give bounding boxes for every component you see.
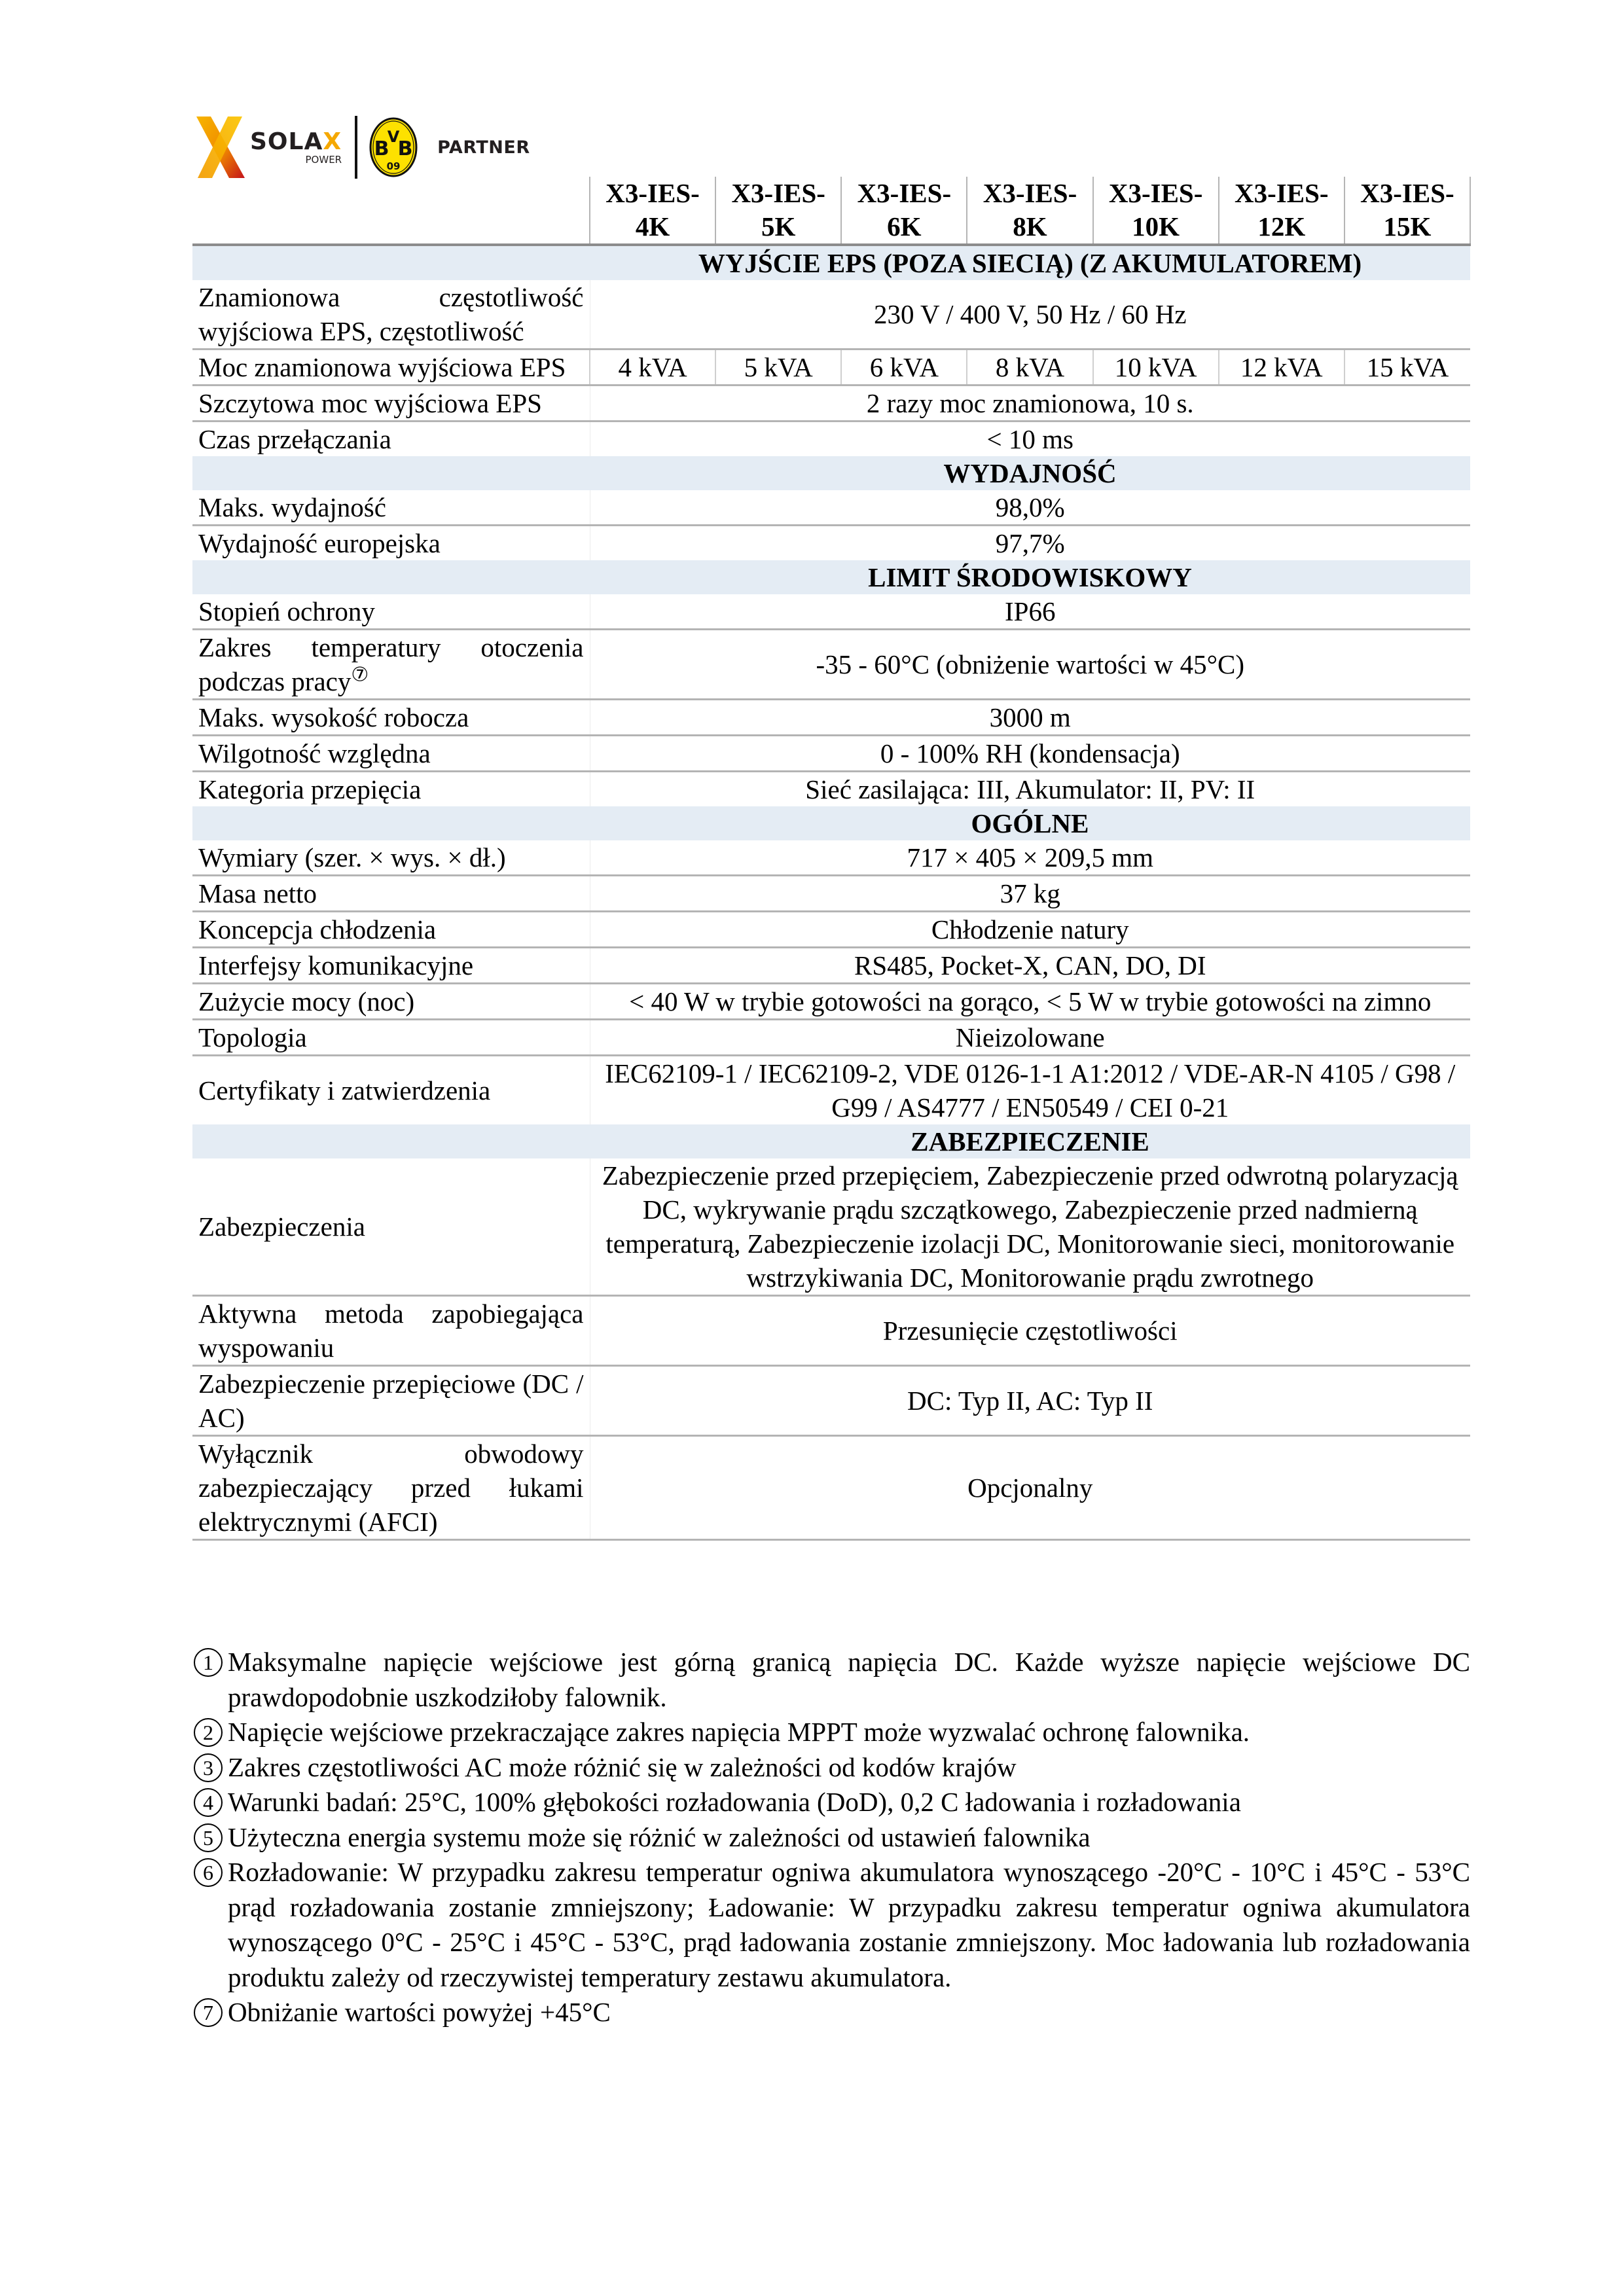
section-header-environment bbox=[192, 560, 1470, 594]
footnote-number-circle: 2 bbox=[194, 1718, 223, 1747]
header-empty-cell bbox=[192, 177, 590, 245]
footnote-number-circle: 7 bbox=[194, 1998, 223, 2027]
table-row bbox=[192, 948, 1470, 984]
footnote-text: Użyteczna energia systemu może się różnić w zależności od ustawień falownika bbox=[228, 1821, 1091, 1852]
section-header-protection bbox=[192, 1124, 1470, 1158]
row-label: Certyfikaty i zatwierdzenia bbox=[192, 1056, 590, 1125]
table-row bbox=[192, 876, 1470, 912]
row-label: Koncepcja chłodzenia bbox=[192, 912, 590, 948]
row-label: Maks. wysokość robocza bbox=[192, 700, 590, 736]
row-value: RS485, Pocket-X, CAN, DO, DI bbox=[590, 948, 1470, 984]
table-row bbox=[192, 772, 1470, 807]
row-value: Opcjonalny bbox=[590, 1436, 1470, 1540]
row-label: Kategoria przepięcia bbox=[192, 772, 590, 807]
row-label: Moc znamionowa wyjściowa EPS bbox=[192, 350, 590, 386]
model-header-row bbox=[192, 177, 1470, 245]
model-header: X3-IES- 8K bbox=[967, 177, 1092, 245]
table-row bbox=[192, 594, 1470, 630]
table-row bbox=[192, 386, 1470, 422]
footnote-item bbox=[194, 1855, 1470, 1995]
table-row bbox=[192, 280, 1470, 350]
bvb-badge-icon bbox=[369, 117, 418, 177]
table-row bbox=[192, 1436, 1470, 1540]
section-header-eps bbox=[192, 245, 1470, 280]
row-label: Topologia bbox=[192, 1020, 590, 1056]
row-value: 0 - 100% RH (kondensacja) bbox=[590, 736, 1470, 772]
footnote-item bbox=[194, 1715, 1470, 1750]
table-row bbox=[192, 984, 1470, 1020]
logo-divider bbox=[355, 116, 357, 179]
row-label: Wyłącznik obwodowy zabezpieczający przed łukami elektrycznymi (AFCI) bbox=[192, 1436, 590, 1540]
solax-wordmark bbox=[250, 130, 342, 154]
footnotes bbox=[194, 1645, 1470, 2030]
solax-logo bbox=[195, 115, 342, 179]
row-value: Nieizolowane bbox=[590, 1020, 1470, 1056]
row-value: < 10 ms bbox=[986, 424, 1074, 454]
table-row bbox=[192, 1020, 1470, 1056]
row-label bbox=[192, 630, 590, 700]
row-label: Zabezpieczenia bbox=[192, 1158, 590, 1296]
footnote-item bbox=[194, 1645, 1470, 1715]
row-value: IEC62109-1 / IEC62109-2, VDE 0126-1-1 A1:2012 / VDE-AR-N 4105 / G98 / G99 / AS4777 / EN50549 / CEI 0-21 bbox=[605, 1058, 1456, 1122]
bvb-year: 09 bbox=[386, 160, 401, 172]
row-value: Przesunięcie częstotliwości bbox=[590, 1296, 1470, 1366]
row-value: Sieć zasilająca: III, Akumulator: II, PV: II bbox=[805, 774, 1255, 804]
row-value: 6 kVA bbox=[841, 350, 967, 386]
section-header-efficiency bbox=[192, 456, 1470, 490]
row-label: Czas przełączania bbox=[192, 422, 590, 457]
table-row bbox=[192, 1296, 1470, 1366]
row-value: Zabezpieczenie przed przepięciem, Zabezpieczenie przed odwrotną polaryzacją DC, wykrywanie prądu szczątkowego, Zabezpieczenie przed nadmierną temperaturą, Zabezpieczenie izolacji DC, Monitorowanie sieci, monitorowanie wstrzykiwania DC, Monitorowanie prądu zwrotnego bbox=[590, 1158, 1470, 1296]
row-label: Aktywna metoda zapobiegająca wyspowaniu bbox=[192, 1296, 590, 1366]
section-title: WYDAJNOŚĆ bbox=[590, 456, 1470, 490]
footnote-item bbox=[194, 1750, 1470, 1785]
footnote-text: Maksymalne napięcie wejściowe jest górną granicą napięcia DC. Każde wyższe napięcie wejściowe DC prawdopodobnie uszkodziłoby falownik. bbox=[228, 1647, 1470, 1712]
footnote-item bbox=[194, 1820, 1470, 1856]
solax-word-x: X bbox=[323, 128, 342, 155]
row-value: -35 - 60°C (obniżenie wartości w 45°C) bbox=[590, 630, 1470, 700]
table-row bbox=[192, 490, 1470, 526]
table-row bbox=[192, 526, 1470, 561]
solax-x-mark-icon bbox=[195, 115, 246, 179]
bvb-letter-b1: B bbox=[374, 137, 389, 160]
footnote-text: Zakres częstotliwości AC może różnić się w zależności od kodów krajów bbox=[228, 1751, 1017, 1782]
table-row bbox=[192, 840, 1470, 876]
model-header: X3-IES- 4K bbox=[590, 177, 715, 245]
bvb-letter-v: V bbox=[387, 128, 400, 146]
footnote-number-circle: 5 bbox=[194, 1823, 223, 1852]
table-row bbox=[192, 1158, 1470, 1296]
row-label: Wydajność europejska bbox=[192, 526, 590, 561]
footnote-number-circle: 3 bbox=[194, 1753, 223, 1782]
row-value: 97,7% bbox=[995, 528, 1065, 558]
section-header-general bbox=[192, 806, 1470, 840]
bvb-letter-b2: B bbox=[397, 137, 413, 160]
table-row bbox=[192, 736, 1470, 772]
row-value: 12 kVA bbox=[1219, 350, 1344, 386]
row-label: Stopień ochrony bbox=[192, 594, 590, 630]
solax-word-main: SOLA bbox=[250, 128, 323, 155]
table-row bbox=[192, 1366, 1470, 1436]
row-label: Zużycie mocy (noc) bbox=[192, 984, 590, 1020]
footnote-text: Napięcie wejściowe przekraczające zakres napięcia MPPT może wyzwalać ochronę falownika. bbox=[228, 1717, 1250, 1747]
row-label: Wymiary (szer. × wys. × dł.) bbox=[192, 840, 590, 876]
footnote-text: Rozładowanie: W przypadku zakresu temperatur ogniwa akumulatora wynoszącego -20°C - 10°C i 45°C - 53°C prąd rozładowania zostanie zmniejszony; Ładowanie: W przypadku zakresu temperatur ogniwa akumulatora wynoszącego 0°C - 25°C i 45°C - 53°C, prąd ładowania zostanie zmniejszony. Moc ładowania lub rozładowania produktu zależy od rzeczywistej temperatury zestawu akumulatora. bbox=[228, 1857, 1470, 1992]
spec-table bbox=[192, 177, 1471, 1541]
model-header: X3-IES- 12K bbox=[1219, 177, 1344, 245]
row-value: 98,0% bbox=[590, 490, 1470, 526]
model-header: X3-IES- 15K bbox=[1344, 177, 1470, 245]
model-header: X3-IES- 6K bbox=[841, 177, 967, 245]
section-title: LIMIT ŚRODOWISKOWY bbox=[590, 560, 1470, 594]
footnote-text: Obniżanie wartości powyżej +45°C bbox=[228, 1997, 611, 2027]
solax-power-label: POWER bbox=[305, 153, 342, 166]
row-value: 3000 m bbox=[590, 700, 1470, 736]
row-label: Interfejsy komunikacyjne bbox=[192, 948, 590, 984]
row-value: 2 razy moc znamionowa, 10 s. bbox=[590, 386, 1470, 422]
row-label: Wilgotność względna bbox=[192, 736, 590, 772]
footnote-number-circle: 4 bbox=[194, 1788, 223, 1817]
row-label: Masa netto bbox=[192, 876, 590, 912]
row-value: < 40 W w trybie gotowości na gorąco, < 5 W w trybie gotowości na zimno bbox=[590, 984, 1470, 1020]
row-value: Chłodzenie natury bbox=[590, 912, 1470, 948]
footnote-number-circle: 6 bbox=[194, 1858, 223, 1887]
footnote-item bbox=[194, 1995, 1470, 2030]
row-value: IP66 bbox=[590, 594, 1470, 630]
row-value: 4 kVA bbox=[590, 350, 715, 386]
row-label: Szczytowa moc wyjściowa EPS bbox=[192, 386, 590, 422]
row-label: Zabezpieczenie przepięciowe (DC / AC) bbox=[192, 1366, 590, 1436]
footnote-ref-7: ⑦ bbox=[351, 664, 369, 686]
section-title: WYJŚCIE EPS (POZA SIECIĄ) (Z AKUMULATOREM) bbox=[590, 245, 1470, 280]
table-row bbox=[192, 422, 1470, 457]
row-value: 10 kVA bbox=[1093, 350, 1219, 386]
row-label-text: Zakres temperatury otoczenia podczas pracy bbox=[198, 632, 584, 696]
row-value: 5 kVA bbox=[715, 350, 841, 386]
table-row bbox=[192, 1056, 1470, 1125]
row-value: 717 × 405 × 209,5 mm bbox=[590, 840, 1470, 876]
model-header: X3-IES- 10K bbox=[1093, 177, 1219, 245]
section-title: OGÓLNE bbox=[590, 806, 1470, 840]
row-value: 230 V / 400 V, 50 Hz / 60 Hz bbox=[590, 280, 1470, 350]
header-logos bbox=[195, 115, 530, 180]
footnote-item bbox=[194, 1785, 1470, 1820]
partner-label: PARTNER bbox=[437, 137, 530, 158]
row-value: 37 kg bbox=[590, 876, 1470, 912]
row-value: DC: Typ II, AC: Typ II bbox=[590, 1366, 1470, 1436]
row-label: Znamionowa częstotliwość wyjściowa EPS, częstotliwość bbox=[192, 280, 590, 350]
table-row bbox=[192, 700, 1470, 736]
row-label: Maks. wydajność bbox=[192, 490, 590, 526]
table-row bbox=[192, 350, 1470, 386]
footnote-text: Warunki badań: 25°C, 100% głębokości rozładowania (DoD), 0,2 C ładowania i rozładowania bbox=[228, 1787, 1241, 1817]
section-title: ZABEZPIECZENIE bbox=[590, 1124, 1470, 1158]
model-header: X3-IES- 5K bbox=[715, 177, 841, 245]
table-row bbox=[192, 912, 1470, 948]
footnote-number-circle: 1 bbox=[194, 1648, 223, 1677]
row-value: 8 kVA bbox=[967, 350, 1092, 386]
row-value: 15 kVA bbox=[1344, 350, 1470, 386]
table-row bbox=[192, 630, 1470, 700]
